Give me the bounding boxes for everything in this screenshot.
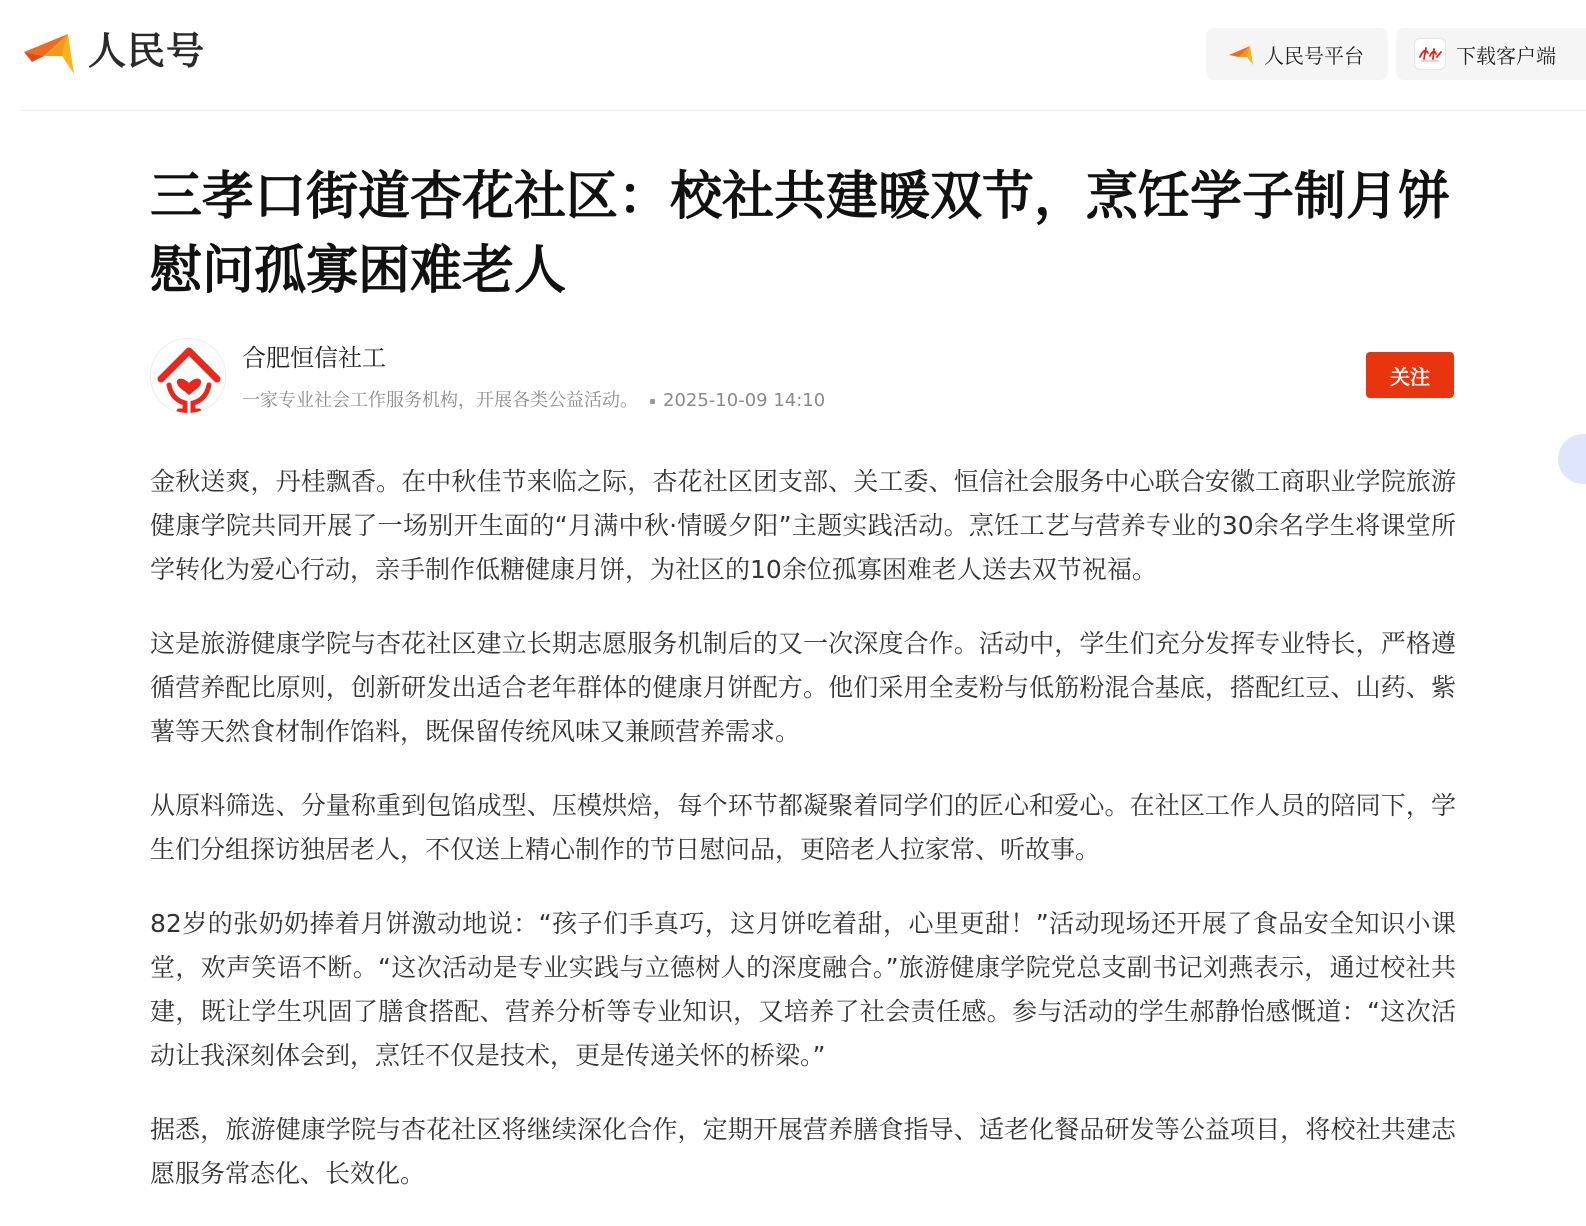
- heart-house-hands-icon: [151, 339, 226, 414]
- app-icon: [1414, 38, 1446, 70]
- article-paragraph: 82岁的张奶奶捧着月饼激动地说：“孩子们手真巧，这月饼吃着甜，心里更甜！”活动现场还开展了食品安全知识小课堂，欢声笑语不断。“这次活动是专业实践与立德树人的深度融合。”旅游健康学院党总支副书记刘燕表示，通过校社共建，既让学生巩固了膳食搭配、营养分析等专业知识，又培养了社会责任感。参与活动的学生郝静怡感慨道：“这次活动让我深刻体会到，烹饪不仅是技术，更是传递关怀的桥梁。”: [150, 909, 1456, 1070]
- author-name[interactable]: 合肥恒信社工: [242, 344, 386, 372]
- download-client-link[interactable]: [1396, 28, 1586, 80]
- people-number-mini-logo-icon: [1228, 42, 1256, 66]
- top-header: [0, 0, 1586, 112]
- platform-link[interactable]: [1206, 28, 1388, 80]
- brand-name: 人民号: [88, 29, 206, 73]
- download-label: 下载客户端: [1456, 43, 1556, 68]
- floating-side-button[interactable]: [1558, 434, 1586, 484]
- publish-time: 2025-10-09 14:10: [663, 390, 826, 411]
- article-paragraph: 金秋送爽，丹桂飘香。在中秋佳节来临之际，杏花社区团支部、关工委、恒信社会服务中心联合安徽工商职业学院旅游健康学院共同开展了一场别开生面的“月满中秋·情暖夕阳”主题实践活动。烹饪工艺与营养专业的30余名学生将课堂所学转化为爱心行动，亲手制作低糖健康月饼，为社区的10余位孤寡困难老人送去双节祝福。: [150, 467, 1456, 584]
- article-paragraph: 据悉，旅游健康学院与杏花社区将继续深化合作，定期开展营养膳食指导、适老化餐品研发等公益项目，将校社共建志愿服务常态化、长效化。: [150, 1115, 1456, 1188]
- follow-button[interactable]: 关注: [1366, 352, 1454, 398]
- avatar[interactable]: [150, 338, 226, 414]
- brand-logo[interactable]: [22, 26, 205, 76]
- author-meta: [242, 388, 825, 414]
- article: [150, 160, 1456, 1226]
- platform-label: 人民号平台: [1264, 43, 1364, 68]
- separator-dot: [650, 399, 655, 404]
- article-paragraph: 这是旅游健康学院与杏花社区建立长期志愿服务机制后的又一次深度合作。活动中，学生们充分发挥专业特长，严格遵循营养配比原则，创新研发出适合老年群体的健康月饼配方。他们采用全麦粉与低筋粉混合基底，搭配红豆、山药、紫薯等天然食材制作馅料，既保留传统风味又兼顾营养需求。: [150, 629, 1456, 746]
- author-description: 一家专业社会工作服务机构，开展各类公益活动。: [242, 390, 638, 411]
- article-title: 三孝口街道杏花社区：校社共建暖双节，烹饪学子制月饼慰问孤寡困难老人: [150, 167, 1451, 301]
- people-number-logo-icon: [22, 26, 78, 76]
- article-body: [150, 460, 1456, 1196]
- header-divider: [20, 110, 1586, 111]
- article-paragraph: 从原料筛选、分量称重到包馅成型、压模烘焙，每个环节都凝聚着同学们的匠心和爱心。在社区工作人员的陪同下，学生们分组探访独居老人，不仅送上精心制作的节日慰问品，更陪老人拉家常、听故事。: [150, 791, 1456, 864]
- author-row: [150, 338, 1456, 418]
